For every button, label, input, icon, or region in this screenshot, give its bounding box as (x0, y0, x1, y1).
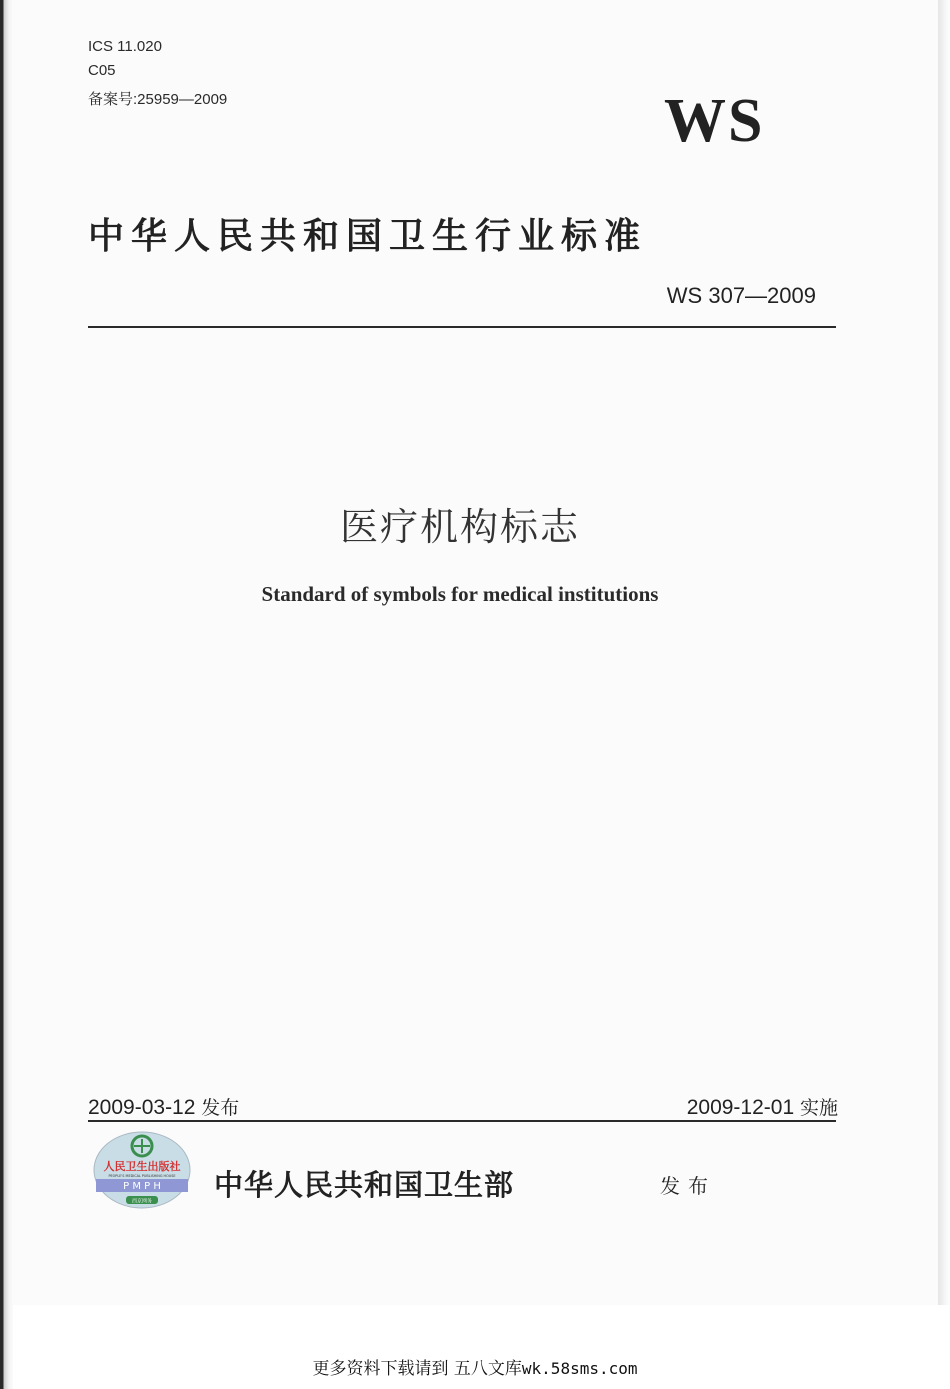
record-number: 备案号:25959—2009 (88, 91, 228, 108)
effective-label: 实施 (799, 1098, 838, 1119)
scan-left-edge (0, 0, 13, 1389)
header-rule (88, 326, 836, 328)
footer-url[interactable]: wk.58sms.com (521, 1359, 638, 1378)
ics-code: ICS 11.020 (88, 38, 162, 55)
logo-letters: P M P H (123, 1181, 161, 1192)
logo-tag: 西京网务 (131, 1198, 153, 1205)
ws-mark: WS (664, 87, 765, 155)
standard-title: 中华人民共和国卫生行业标准 (88, 215, 648, 257)
issued-label: 发布 (201, 1098, 240, 1119)
standard-number: WS 307—2009 (666, 283, 816, 308)
document-title-zh: 医疗机构标志 (339, 507, 580, 549)
footer-rule (88, 1120, 836, 1122)
scan-right-edge (938, 0, 950, 1305)
logo-text-cn: 人民卫生出版社 (103, 1160, 181, 1173)
effective-date (600, 1093, 838, 1120)
logo-text-en: PEOPLE'S MEDICAL PUBLISHING HOUSE (108, 1174, 176, 1178)
footer-download-note (0, 1354, 950, 1379)
publisher-logo (92, 1130, 192, 1210)
document-title-en: Standard of symbols for medical institutions (261, 582, 659, 606)
issued-date-value: 2009-03-12 (88, 1096, 196, 1119)
effective-date-value: 2009-12-01 (686, 1096, 795, 1119)
issuing-authority: 中华人民共和国卫生部 (214, 1168, 515, 1202)
issued-date (88, 1093, 239, 1120)
issue-action: 发布 (660, 1176, 716, 1198)
ccs-code: C05 (88, 62, 116, 79)
footer-text: 更多资料下载请到 五八文库 (312, 1359, 522, 1379)
